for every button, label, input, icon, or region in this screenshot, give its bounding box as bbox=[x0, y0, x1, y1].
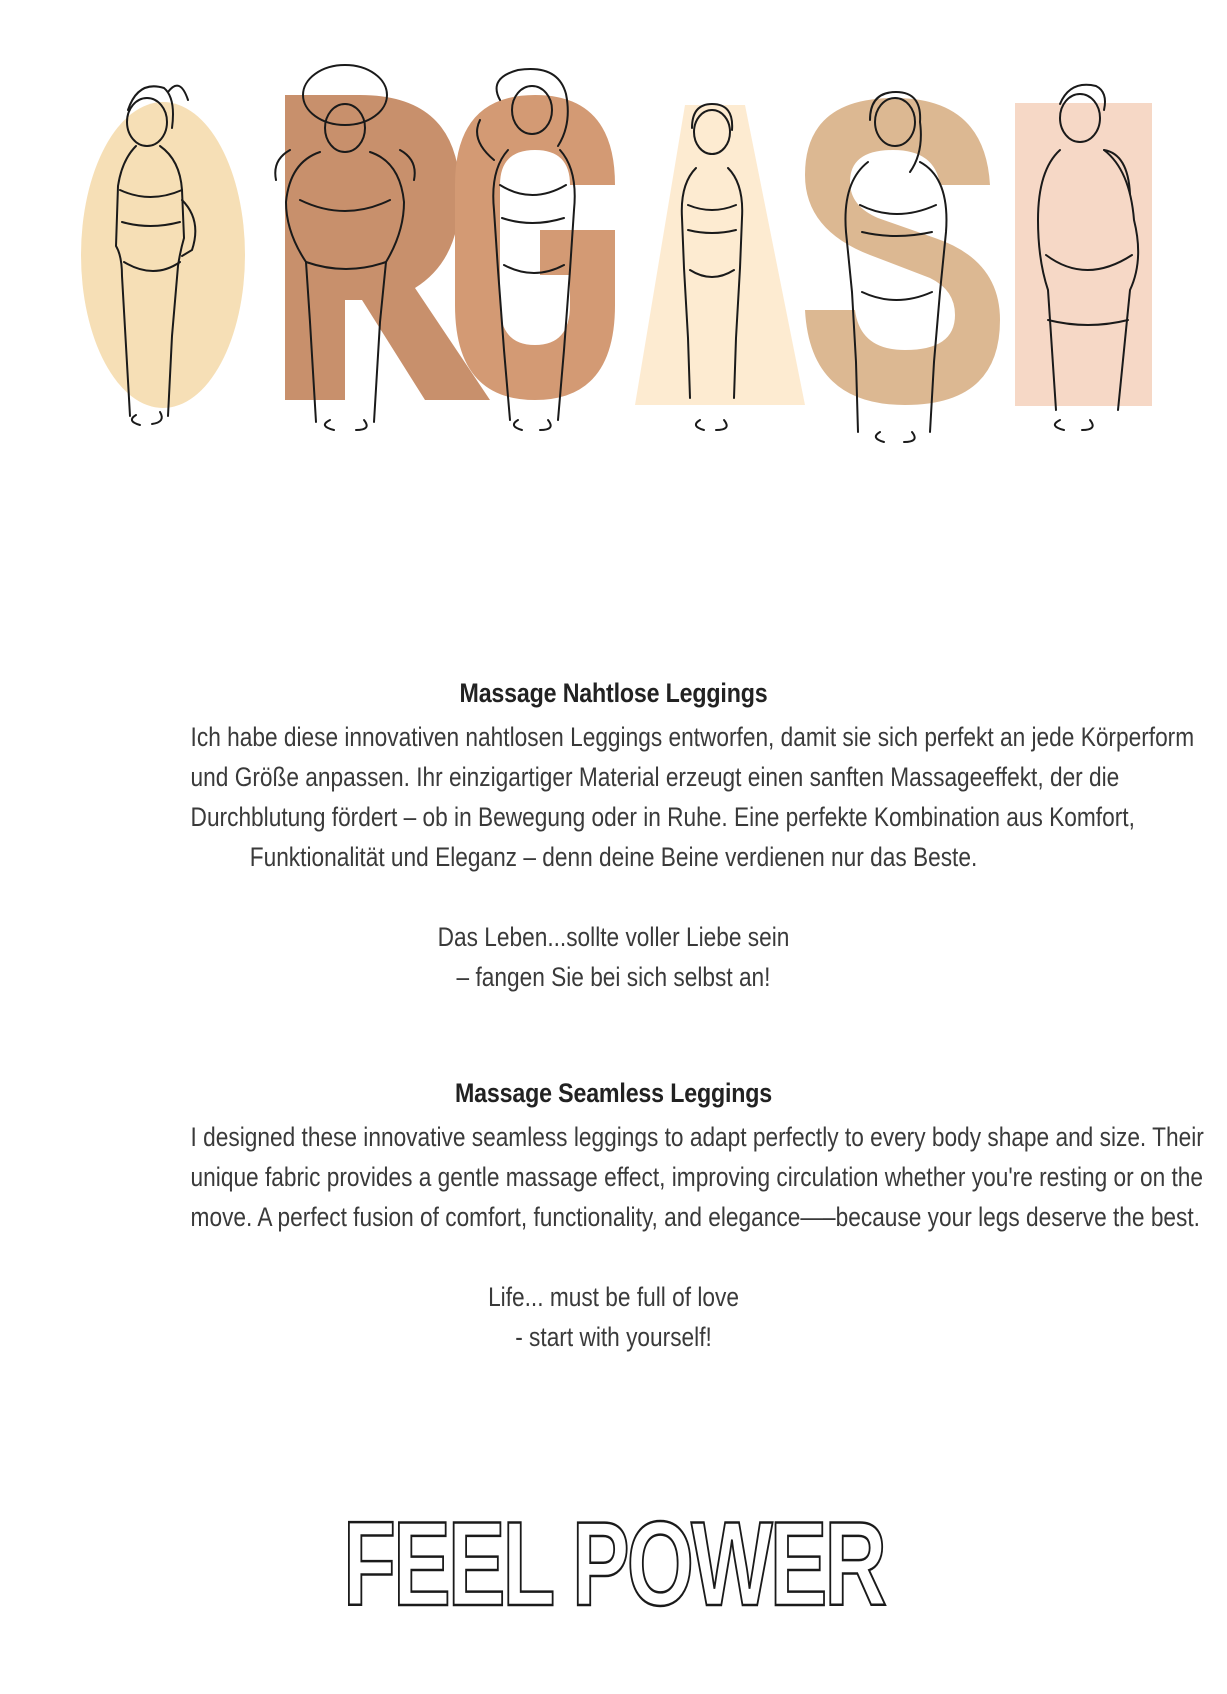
letter-g-figure bbox=[455, 69, 615, 430]
english-line: I designed these innovative seamless leggings to adapt perfectly to every body shape and size. Their bbox=[190, 1122, 1204, 1152]
german-line: Funktionalität und Eleganz – denn deine Beine verdienen nur das Beste. bbox=[249, 842, 978, 872]
german-line: Durchblutung fördert – ob in Bewegung oder in Ruhe. Eine perfekte Kombination aus Komfort, bbox=[190, 802, 1135, 832]
german-line: Ich habe diese innovativen nahtlosen Leggings entworfen, damit sie sich perfekt an jede Körperform bbox=[190, 722, 1195, 752]
english-line: unique fabric provides a gentle massage effect, improving circulation whether you're resting or on the bbox=[190, 1162, 1204, 1192]
german-line: und Größe anpassen. Ihr einzigartiger Material erzeugt einen sanften Massageeffekt, der die bbox=[190, 762, 1120, 792]
english-line: move. A perfect fusion of comfort, functionality, and elegance—–because your legs deserve the best. bbox=[190, 1202, 1200, 1232]
english-quote-line: - start with yourself! bbox=[515, 1322, 712, 1352]
german-heading: Massage Nahtlose Leggings bbox=[459, 678, 768, 708]
german-quote-line: – fangen Sie bei sich selbst an! bbox=[456, 962, 771, 992]
letter-i-figure bbox=[1015, 85, 1152, 430]
letter-o-figure bbox=[81, 86, 245, 425]
slogan-text: FEEL POWER bbox=[343, 1497, 884, 1631]
english-heading: Massage Seamless Leggings bbox=[454, 1078, 773, 1108]
letter-s-figure bbox=[805, 92, 1000, 442]
german-section bbox=[110, 678, 1195, 997]
german-quote-line: Das Leben...sollte voller Liebe sein bbox=[437, 922, 790, 952]
hero-illustration bbox=[0, 0, 1227, 470]
english-quote-line: Life... must be full of love bbox=[488, 1282, 739, 1312]
slogan bbox=[0, 1495, 1227, 1633]
english-section bbox=[110, 1078, 1204, 1357]
letter-a-figure bbox=[635, 104, 805, 430]
